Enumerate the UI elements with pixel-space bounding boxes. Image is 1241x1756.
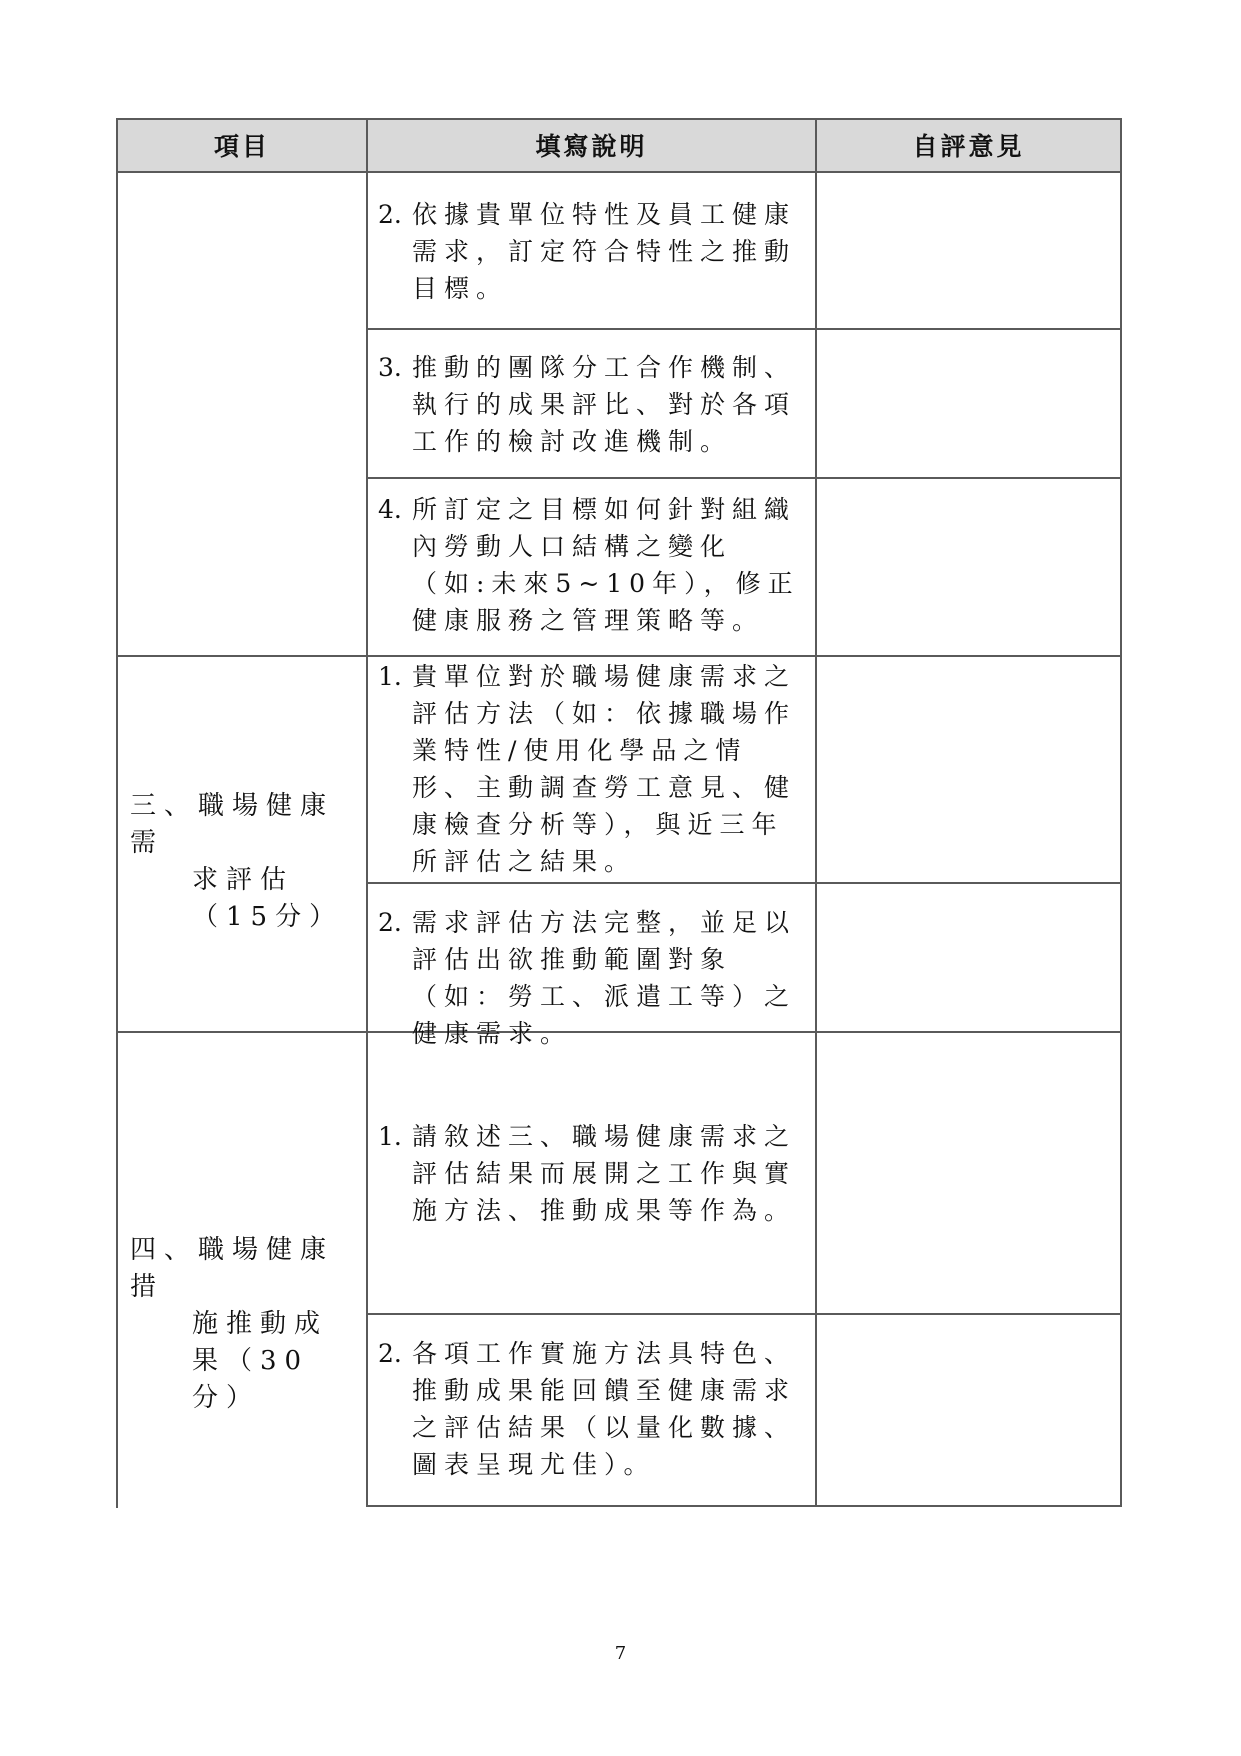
row-text: 請敘述三、職場健康需求之評估結果而展開之工作與實施方法、推動成果等作為。 [412,1122,797,1225]
row-text: 需求評估方法完整，並足以評估出欲推動範圍對象（如：勞工、派遣工等）之健康需求。 [412,908,797,1048]
row-divider [366,477,1122,479]
row-text: 貴單位對於職場健康需求之評估方法（如：依據職場作業特性/使用化學品之情形、主動調查勞工意見、健康檢查分析等），與近三年所評估之結果。 [412,662,797,876]
header-self-assessment: 自評意見 [912,132,1025,161]
row-divider [366,882,1122,884]
item-section-4-rest: 施推動成果（30分） [192,1309,329,1413]
table-divider-col2 [815,118,817,1507]
table-border-left [116,118,118,1508]
item-section-4 [130,1232,358,1417]
description-row [378,349,808,460]
header-description: 填寫說明 [535,132,648,161]
row-number: 3. [378,353,402,382]
item-section-4-head: 四、職場健康措 [130,1235,335,1302]
header-item: 項目 [213,132,270,161]
row-divider [366,328,1122,330]
description-row [378,1335,808,1483]
row-number: 2. [378,1339,402,1368]
page-number: 7 [614,1643,627,1664]
row-divider [366,1313,1122,1315]
row-number: 2. [378,200,402,229]
row-number: 1. [378,1122,402,1151]
table-border-bottom [366,1505,1122,1507]
row-text: 推動的團隊分工合作機制、執行的成果評比、對於各項工作的檢討改進機制。 [412,353,797,456]
row-number: 4. [378,495,402,524]
item-section-3-rest: 求評估（15分） [192,865,344,932]
table-divider-col1 [366,118,368,1507]
description-row [378,196,808,307]
item-section-3 [130,788,358,936]
row-text: 各項工作實施方法具特色、推動成果能回饋至健康需求之評估結果（以量化數據、圖表呈現尤佳）。 [412,1339,797,1479]
row-number: 2. [378,908,402,937]
description-row [378,658,808,880]
row-text: 依據貴單位特性及員工健康需求，訂定符合特性之推動目標。 [412,200,797,303]
row-text: 所訂定之目標如何針對組織內勞動人口結構之變化（如:未來5~10年），修正健康服務之管理策略等。 [412,495,800,635]
item-section-3-head: 三、職場健康需 [130,791,335,858]
row-divider [116,655,1122,657]
description-row [378,1118,808,1229]
description-row [378,491,808,639]
row-number: 1. [378,662,402,691]
description-row [378,904,808,1052]
table-border-right [1120,118,1122,1507]
